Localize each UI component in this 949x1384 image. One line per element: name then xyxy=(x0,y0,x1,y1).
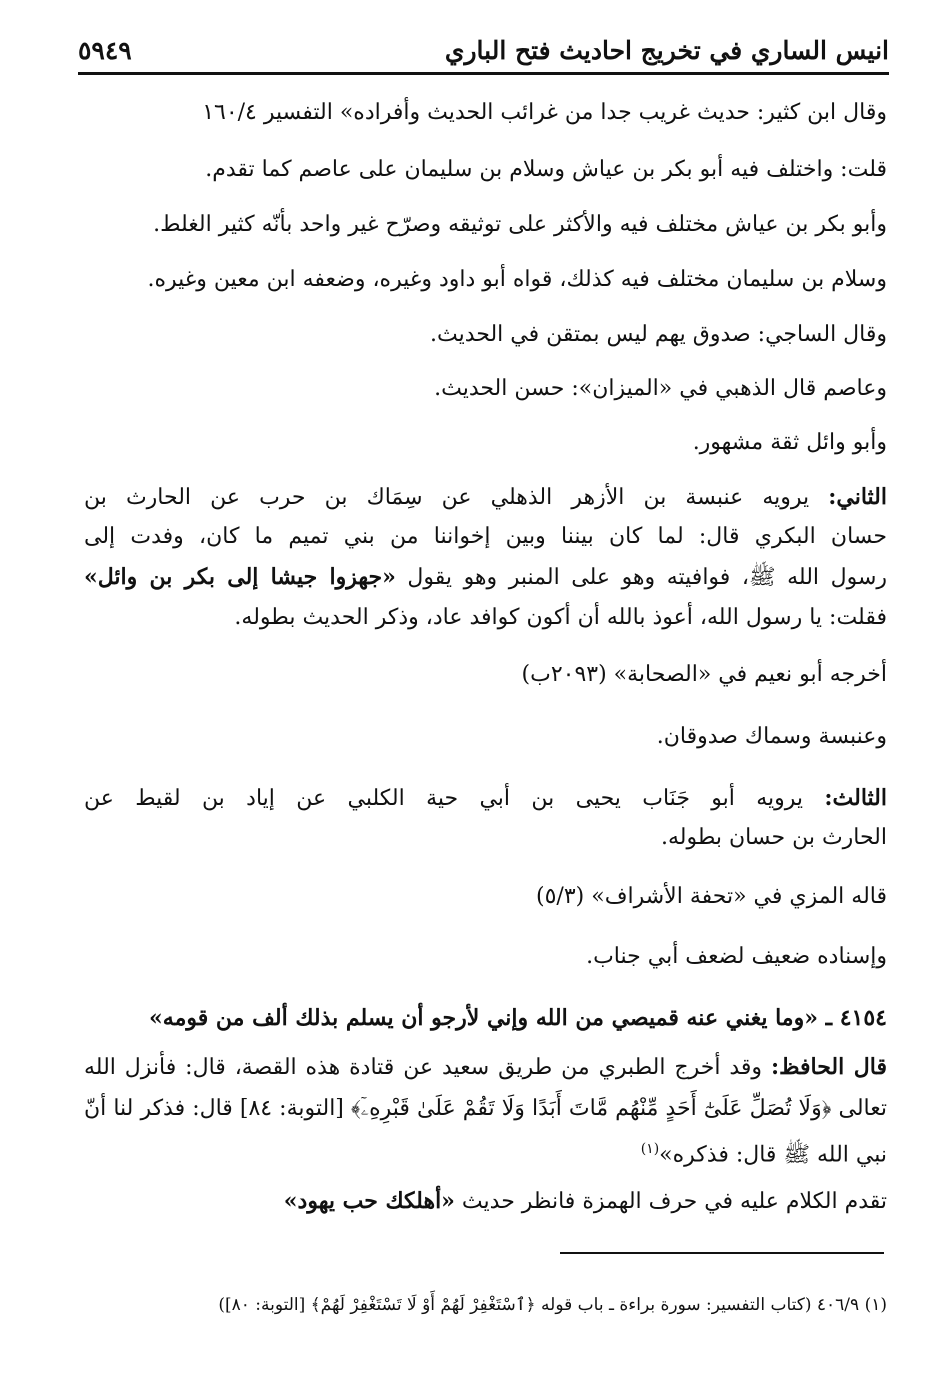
hadith-quote: «جهزوا جيشا إلى بكر بن وائل» xyxy=(84,564,396,590)
text-line: وعاصم قال الذهبي في «الميزان»: حسن الحديث. xyxy=(434,376,887,401)
section-label: قال الحافظ: xyxy=(770,1054,887,1080)
text-line: أخرجه أبو نعيم في «الصحابة» (٢٠٩٣ب) xyxy=(521,662,887,687)
text-span: وقد أخرج الطبري من طريق سعيد عن قتادة هذه القصة، قال: فأنزل الله xyxy=(84,1055,771,1080)
text-line: الحارث بن حسان بطوله. xyxy=(660,825,887,850)
text-line: وسلام بن سليمان مختلف فيه كذلك، قواه أبو داود وغيره، وضعفه ابن معين وغيره. xyxy=(147,267,887,292)
paragraph-line xyxy=(84,1052,887,1083)
text-line: وأبو وائل ثقة مشهور. xyxy=(692,430,887,455)
paragraph-third-line xyxy=(84,783,887,814)
text-line: فقلت: يا رسول الله، أعوذ بالله أن أكون كوافد عاد، وذكر الحديث بطوله. xyxy=(234,605,887,630)
page-header xyxy=(78,30,889,78)
text-line: وعنبسة وسماك صدوقان. xyxy=(656,724,887,749)
footnote-rule xyxy=(560,1252,884,1254)
paragraph-line xyxy=(84,1134,887,1170)
paragraph-line xyxy=(84,1186,887,1217)
paragraph-second-line xyxy=(84,482,887,513)
hadith-quote: «أهلكك حب يهود» xyxy=(283,1188,455,1214)
text-line: قاله المزي في «تحفة الأشراف» (٥/٣) xyxy=(536,884,887,909)
text-line: وأبو بكر بن عياش مختلف فيه والأكثر على توثيقه وصرّح غير واحد بأنّه كثير الغلط. xyxy=(153,212,887,237)
footnote: (١) ٤٠٦/٩ (كتاب التفسير: سورة براءة ـ باب قوله ﴿ٱسْتَغْفِرْ لَهُمْ أَوْ لَا تَسْتَغْفِرْ لَهُمْ﴾ [التوبة: ٨٠]) xyxy=(218,1295,887,1315)
running-title: انيس الساري في تخريج احاديث فتح الباري xyxy=(444,36,889,65)
text-span: يرويه أبو جَنَاب يحيى بن أبي حية الكلبي عن إياد بن لقيط عن xyxy=(84,786,825,811)
text-line: وقال ابن كثير: حديث غريب جدا من غرائب الحديث وأفراده» التفسير ١٦٠/٤ xyxy=(202,100,887,125)
quran-line: تعالى ﴿وَلَا تُصَلِّ عَلَىٰٓ أَحَدٍ مِّنْهُم مَّاتَ أَبَدًا وَلَا تَقُمْ عَلَىٰ قَبْرِهِۦٓ﴾ [التوبة: ٨٤] قال: فذكر لنا أنّ xyxy=(84,1096,887,1121)
text-span: تقدم الكلام عليه في حرف الهمزة فانظر حديث xyxy=(454,1189,887,1214)
text-span: يرويه عنبسة بن الأزهر الذهلي عن سِمَاك بن حرب عن الحارث بن xyxy=(84,485,829,510)
header-rule xyxy=(78,72,889,75)
hadith-heading: ٤١٥٤ ـ «وما يغني عنه قميصي من الله وإني لأرجو أن يسلم بذلك ألف من قومه» xyxy=(149,1005,887,1031)
footnote-ref: (١) xyxy=(640,1141,660,1157)
text-span: رسول الله ﷺ، فوافيته وهو على المنبر وهو يقول xyxy=(395,565,888,590)
text-line: وقال الساجي: صدوق يهم ليس بمتقن في الحديث. xyxy=(430,322,887,347)
section-label: الثاني: xyxy=(828,484,887,510)
page-number: ٥٩٤٩ xyxy=(78,36,132,65)
section-label: الثالث: xyxy=(824,785,887,811)
text-line: قلت: واختلف فيه أبو بكر بن عياش وسلام بن سليمان على عاصم كما تقدم. xyxy=(205,157,887,182)
text-span: نبي الله ﷺ قال: فذكره» xyxy=(659,1142,887,1168)
text-line: حسان البكري قال: لما كان بيننا وبين إخواننا من بني تميم ما كان، وفدت إلى xyxy=(84,524,887,549)
paragraph-line xyxy=(84,562,887,593)
text-line: وإسناده ضعيف لضعف أبي جناب. xyxy=(586,944,887,969)
